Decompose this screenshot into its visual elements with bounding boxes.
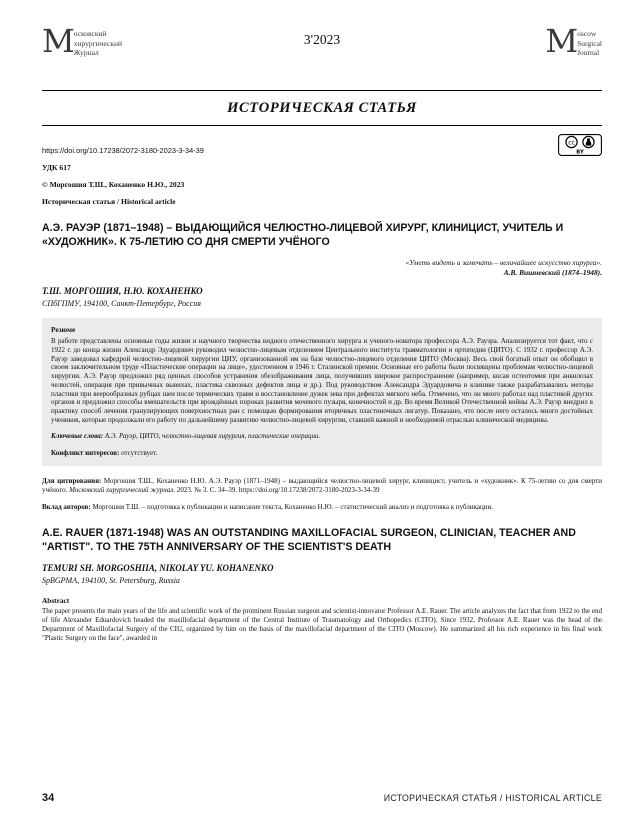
doi-link[interactable]: https://doi.org/10.17238/2072-3180-2023-3-34-39 [42, 146, 204, 155]
article-type: Историческая статья / Historical article [42, 197, 176, 206]
logo-line: Journal [577, 48, 600, 57]
logo-line: Журнал [73, 48, 99, 57]
affiliation-ru: СПбГПМУ, 194100, Санкт-Петербург, Россия [42, 299, 201, 309]
logo-text-en [577, 24, 602, 58]
citation-text: Моргошия Т.Ш., Коханенко Н.Ю. А.Э. Рауэр (1871–1948) – выдающийся челюстно-лицевой хирург, клиницист, учитель и «художник». К 75-летию со дня смерти учёного. [42, 477, 602, 494]
footer-section-label: ИСТОРИЧЕСКАЯ СТАТЬЯ / HISTORICAL ARTICLE [383, 793, 602, 803]
epigraph [42, 258, 602, 277]
udk-code: УДК 617 [42, 163, 71, 172]
cc-by-badge-graphic [558, 134, 602, 156]
logo-line: oscow [577, 29, 597, 38]
svg-text:BY: BY [576, 149, 584, 156]
contribution-label: Вклад авторов: [42, 502, 93, 511]
keywords-label: Ключевые слова: [51, 432, 105, 441]
citation-tail: 2023. № 3. С. 34–39. https://doi.org/10.17238/2072-3180-2023-3-34-39 [176, 485, 380, 494]
section-banner-title: ИСТОРИЧЕСКАЯ СТАТЬЯ [227, 100, 417, 116]
epigraph-quote: «Уметь видеть и замечать – величайшее искусство хирурга». [405, 258, 602, 268]
authors-ru: Т.Ш. МОРГОШИЯ, Н.Ю. КОХАНЕНКО [42, 286, 203, 297]
journal-logo-en [545, 24, 602, 58]
authors-en: TEMURI SH. MORGOSHIIA, NIKOLAY YU. KOHANENKO [42, 563, 274, 574]
citation-journal-name: Московский хирургический журнал. [69, 485, 177, 494]
page-footer [42, 792, 602, 804]
citation-block [42, 477, 602, 494]
abstract-ru-text: В работе представлены основные годы жизни и научного творчества видного отечественного хирурга и ученого-новатора профессора А.Э. Рауэра. Анализируется тот факт, что с 1922 г. до конца жизни Александр Эдуардович руководил челюстно-лицевым отделением Центрального института травматологии и ортопедии (ЦИТО). С 1932 г. профессор А.Э. Рауэр заведовал кафедрой челюстно-лицевой хирургии ЦИУ, организованной им на базе челюстно-лицевого отделения ЦИТО (Москва). Весь свой богатый опыт он обобщил в своем заключительном труде «Пластические операции на лице», удостоенном в 1946 г. Сталинской премии. Основные его работы были посвящены проблемам челюстно-лицевой хирургии. А.Э. Рауэр предложил ряд ценных способов устранения обезображивания лица, получивших широкое распространение (например, косая остеотомия при анкилозах челюстей, операция при привычных вывихах, пластика сквозных дефектов лица и др.). Под руководством Александра Эдуардовича в клинике также разрабатывались методы пластики при веерообразных рубцах шеи после термических травм и восстановление дужек зева при дефектах мягкого неба. Отмечено, что он много работал над пластикой других органов и предложил способы вмешательств при врождённых пороках развития мочевого пузыря, конечностей и др. Во время Великой Отечественной войны А.Э. Рауэр внедрил в практику способ лечения гранулирующих поверхностных ран с помощью формирования вторичных пластиночных лигатур. Показано, что после него осталось много достойных учеников, которые продолжали его работу по дальнейшему развитию челюстно-лицевой хирургии, ставшей важной и необходимой отраслью клинической медицины. [51, 337, 593, 424]
logo-line: хирургический [73, 38, 123, 48]
article-meta [42, 139, 602, 206]
cc-by-badge[interactable] [558, 134, 602, 161]
abstract-en-heading: Abstract [42, 596, 70, 606]
logo-initial-en: M [545, 22, 579, 60]
logo-line: осковский [73, 29, 107, 38]
article-title-en: A.E. RAUER (1871-1948) WAS AN OUTSTANDING MAXILLOFACIAL SURGEON, CLINICIAN, TEACHER AND "ARTIST". TO THE 75TH ANNIVERSARY OF THE SCIENTIST'S DEATH [42, 527, 576, 553]
affiliation-en: SpBGPMA, 194100, St. Petersburg, Russia [42, 576, 180, 586]
logo-line: Surgical [577, 38, 602, 48]
abstract-en-text: The paper presents the main years of the life and scientific work of the prominent Russian surgeon and scientist-innovator Professor A.E. Rauer. The article analyzes the fact that from 1922 to the end of life Alexander Eduardovich headed the maxillofacial department of the Central Institute of Traumatology and Orthopedics (CITO). Since 1932, Professor A.E. Rauer was the head of the Department of Maxillofacial Surgery of the CIU, organized by him on the basis of the maxillofacial department of the CITO (Moscow). He summarized all his rich experience in his final work "Plastic Surgery on the face", awarded in [42, 607, 602, 642]
abstract-ru-heading: Резюме [51, 325, 76, 335]
logo-initial-ru: М [42, 22, 75, 60]
keywords-text: А.Э. Рауэр, ЦИТО, челюстно-лицевая хирургия, пластические операции. [104, 432, 321, 441]
epigraph-author: А.В. Вишневский (1874–1948). [503, 267, 602, 277]
masthead [42, 24, 602, 78]
conflict-label: Конфликт интересов: [51, 449, 122, 458]
svg-text:cc: cc [568, 139, 575, 147]
citation-label: Для цитирования: [42, 477, 104, 486]
copyright-line: © Моргошия Т.Ш., Коханенко Н.Ю., 2023 [42, 180, 185, 189]
keywords-line [51, 432, 593, 441]
authors-contribution [42, 503, 602, 512]
issue-number: 3'2023 [303, 32, 341, 47]
page-number: 34 [42, 792, 55, 804]
conflict-text: отсутствует. [121, 449, 158, 458]
section-banner [42, 90, 602, 126]
abstract-ru-box [42, 318, 602, 466]
conflict-line [51, 449, 593, 457]
contribution-text: Моргошия Т.Ш. – подготовка к публикации и написание текста, Коханенко Н.Ю. – статистический анализ и подготовка к публикации. [92, 502, 494, 511]
article-title-ru: А.Э. РАУЭР (1871–1948) – ВЫДАЮЩИЙСЯ ЧЕЛЮСТНО-ЛИЦЕВОЙ ХИРУРГ, КЛИНИЦИСТ, УЧИТЕЛЬ И «ХУДОЖНИК». К 75-ЛЕТИЮ СО ДНЯ СМЕРТИ УЧЁНОГО [42, 222, 564, 248]
